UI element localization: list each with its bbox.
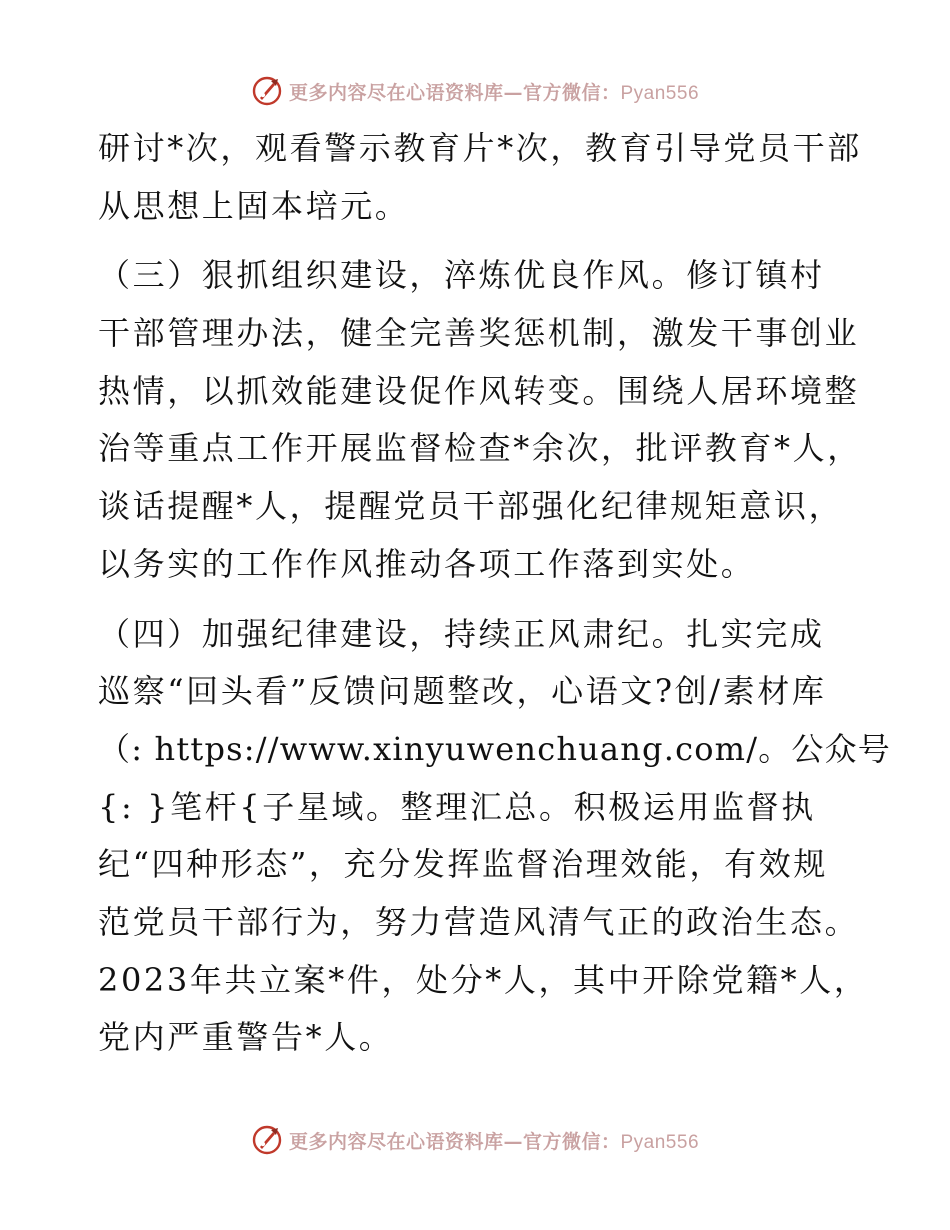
header-watermark-banner: [0, 71, 950, 111]
body-line-url: （: https://www.xinyuwenchuang.com/。公众号: [98, 729, 891, 768]
body-line: 热情，以抓效能建设促作风转变。围绕人居环境整: [98, 371, 860, 410]
body-line: 巡察“回头看”反馈问题整改，心语文?创/素材库: [98, 672, 827, 711]
footer-watermark-cn: 更多内容尽在心语资料库—官方微信：: [288, 1130, 621, 1153]
body-line: 研讨*次，观看警示教育片*次，教育引导党员干部: [98, 129, 862, 167]
footer-watermark-banner: [0, 1120, 950, 1160]
footer-watermark-text: [289, 1127, 699, 1154]
section-heading-three: （三）狠抓组织建设，淬炼优良作风。修订镇村: [98, 256, 825, 295]
body-line: 从思想上固本培元。: [98, 186, 410, 225]
header-watermark-id: Pyan556: [620, 82, 700, 104]
document-body: [98, 120, 891, 1067]
body-line: 谈话提醒*人，提醒党员干部强化纪律规矩意识，: [98, 487, 844, 526]
body-line: 以务实的工作作风推动各项工作落到实处。: [98, 544, 756, 583]
header-watermark-text: [289, 78, 699, 105]
body-line: {: }笔杆{子星域。整理汇总。积极运用监督执: [98, 787, 816, 826]
body-line: 党内严重警告*人。: [98, 1018, 394, 1057]
section-heading-four: （四）加强纪律建设，持续正风肃纪。扎实完成: [98, 614, 825, 653]
body-line: 治等重点工作开展监督检查*余次，批评教育*人，: [98, 429, 862, 468]
header-watermark-cn: 更多内容尽在心语资料库—官方微信：: [288, 81, 621, 104]
body-line: 2023年共立案*件，处分*人，其中开除党籍*人，: [98, 960, 869, 999]
quill-logo-icon: [251, 1124, 283, 1156]
body-line: 干部管理办法，健全完善奖惩机制，激发干事创业: [98, 314, 860, 353]
body-line: 范党员干部行为，努力营造风清气正的政治生态。: [98, 902, 860, 941]
quill-logo-icon: [251, 75, 283, 107]
footer-watermark-id: Pyan556: [620, 1131, 700, 1153]
body-line: 纪“四种形态”，充分发挥监督治理效能，有效规: [98, 845, 828, 884]
